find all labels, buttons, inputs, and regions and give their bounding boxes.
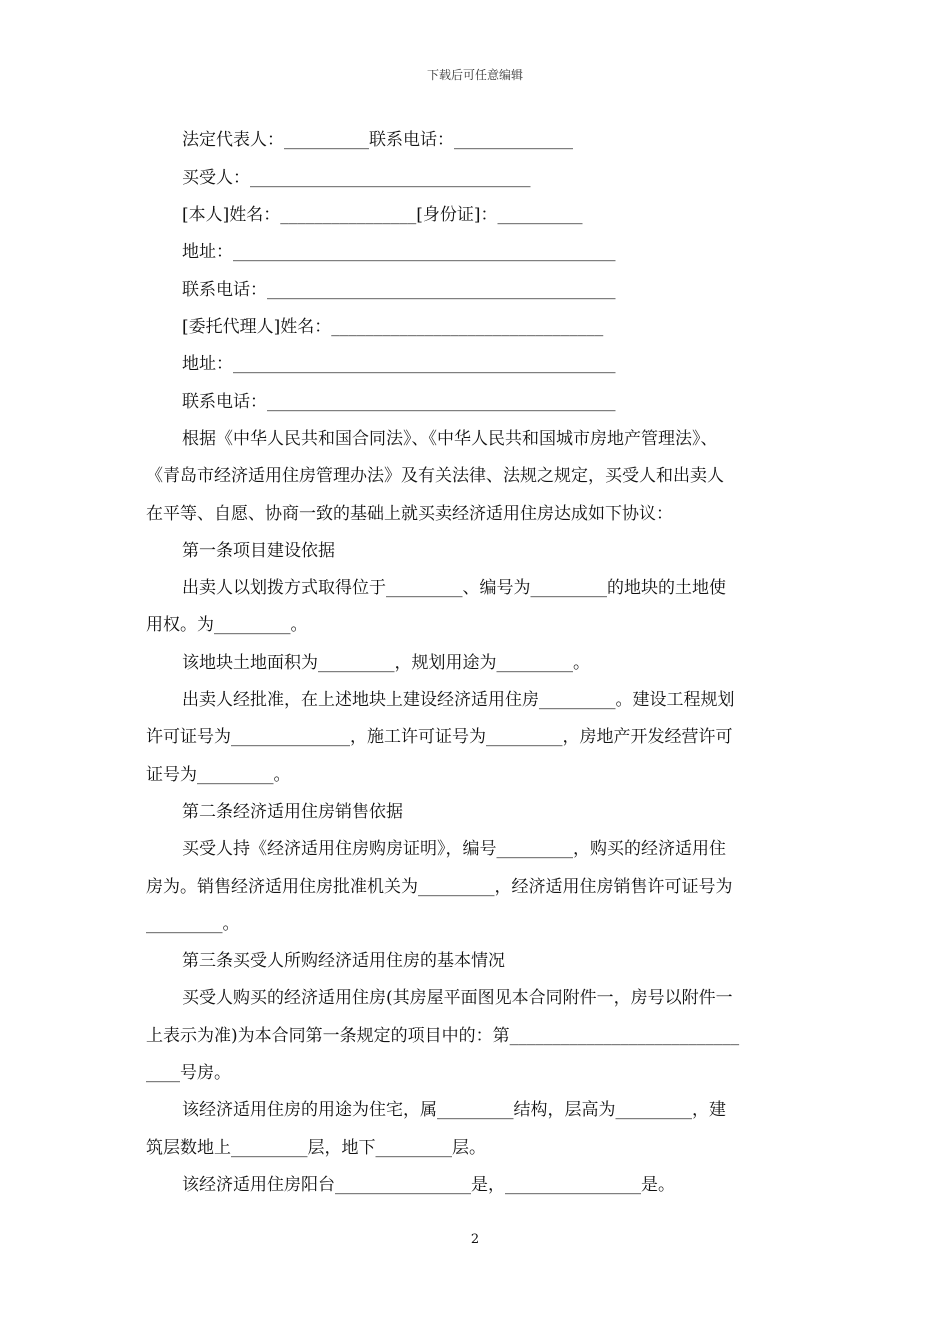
article-2-text: 房为。销售经济适用住房批准机关为_________，经济适用住房销售许可证号为 (146, 877, 733, 897)
article-1-text: 该地块土地面积为_________，规划用途为_________。 (182, 653, 590, 673)
page-header-note: 下载后可任意编辑 (426, 68, 523, 82)
article-2-text: _________。 (146, 914, 240, 934)
buyer-line: 买受人：_________________________________ (182, 168, 531, 188)
article-1-text: 出卖人以划拨方式取得位于_________、编号为_________的地块的土地使 (182, 578, 726, 598)
article-2-text: 买受人持《经济适用住房购房证明》，编号_________，购买的经济适用住 (182, 839, 726, 859)
article-3-text: ____号房。 (146, 1063, 231, 1083)
phone-line: 联系电话：_________________________________________ (182, 280, 616, 300)
agent-name-line: [委托代理人]姓名：________________________________ (182, 317, 604, 337)
article-1-heading: 第一条项目建设依据 (182, 541, 335, 561)
agent-phone-line: 联系电话：_________________________________________ (182, 392, 616, 412)
page-number: 2 (470, 1232, 480, 1247)
article-1-text: 证号为_________。 (146, 765, 291, 785)
article-1-text: 出卖人经批准，在上述地块上建设经济适用住房_________。建设工程规划 (182, 690, 735, 710)
article-3-text: 筑层数地上_________层，地下_________层。 (146, 1138, 486, 1158)
article-3-text: 买受人购买的经济适用住房(其房屋平面图见本合同附件一，房号以附件一 (182, 988, 733, 1008)
preamble-line: 《青岛市经济适用住房管理办法》及有关法律、法规之规定，买受人和出卖人 (146, 466, 724, 486)
preamble-line: 根据《中华人民共和国合同法》、《中华人民共和国城市房地产管理法》、 (182, 429, 718, 449)
self-name-line: [本人]姓名：________________[身份证]：__________ (182, 205, 583, 225)
article-1-text: 用权。为_________。 (146, 615, 308, 635)
article-3-text: 该经济适用住房阳台________________是，________________是。 (182, 1175, 675, 1195)
article-1-text: 许可证号为______________，施工许可证号为_________，房地产开发经营许可 (146, 727, 733, 747)
legal-representative-line: 法定代表人：__________联系电话：______________ (182, 130, 573, 150)
article-2-heading: 第二条经济适用住房销售依据 (182, 802, 403, 822)
article-3-heading: 第三条买受人所购经济适用住房的基本情况 (182, 951, 505, 971)
article-3-text: 上表示为准)为本合同第一条规定的项目中的：第___________________________ (146, 1026, 740, 1046)
address-line: 地址：_____________________________________________ (182, 242, 616, 262)
preamble-line: 在平等、自愿、协商一致的基础上就买卖经济适用住房达成如下协议： (146, 504, 673, 524)
article-3-text: 该经济适用住房的用途为住宅，属_________结构，层高为_________，建 (182, 1100, 726, 1120)
agent-address-line: 地址：_____________________________________________ (182, 354, 616, 374)
